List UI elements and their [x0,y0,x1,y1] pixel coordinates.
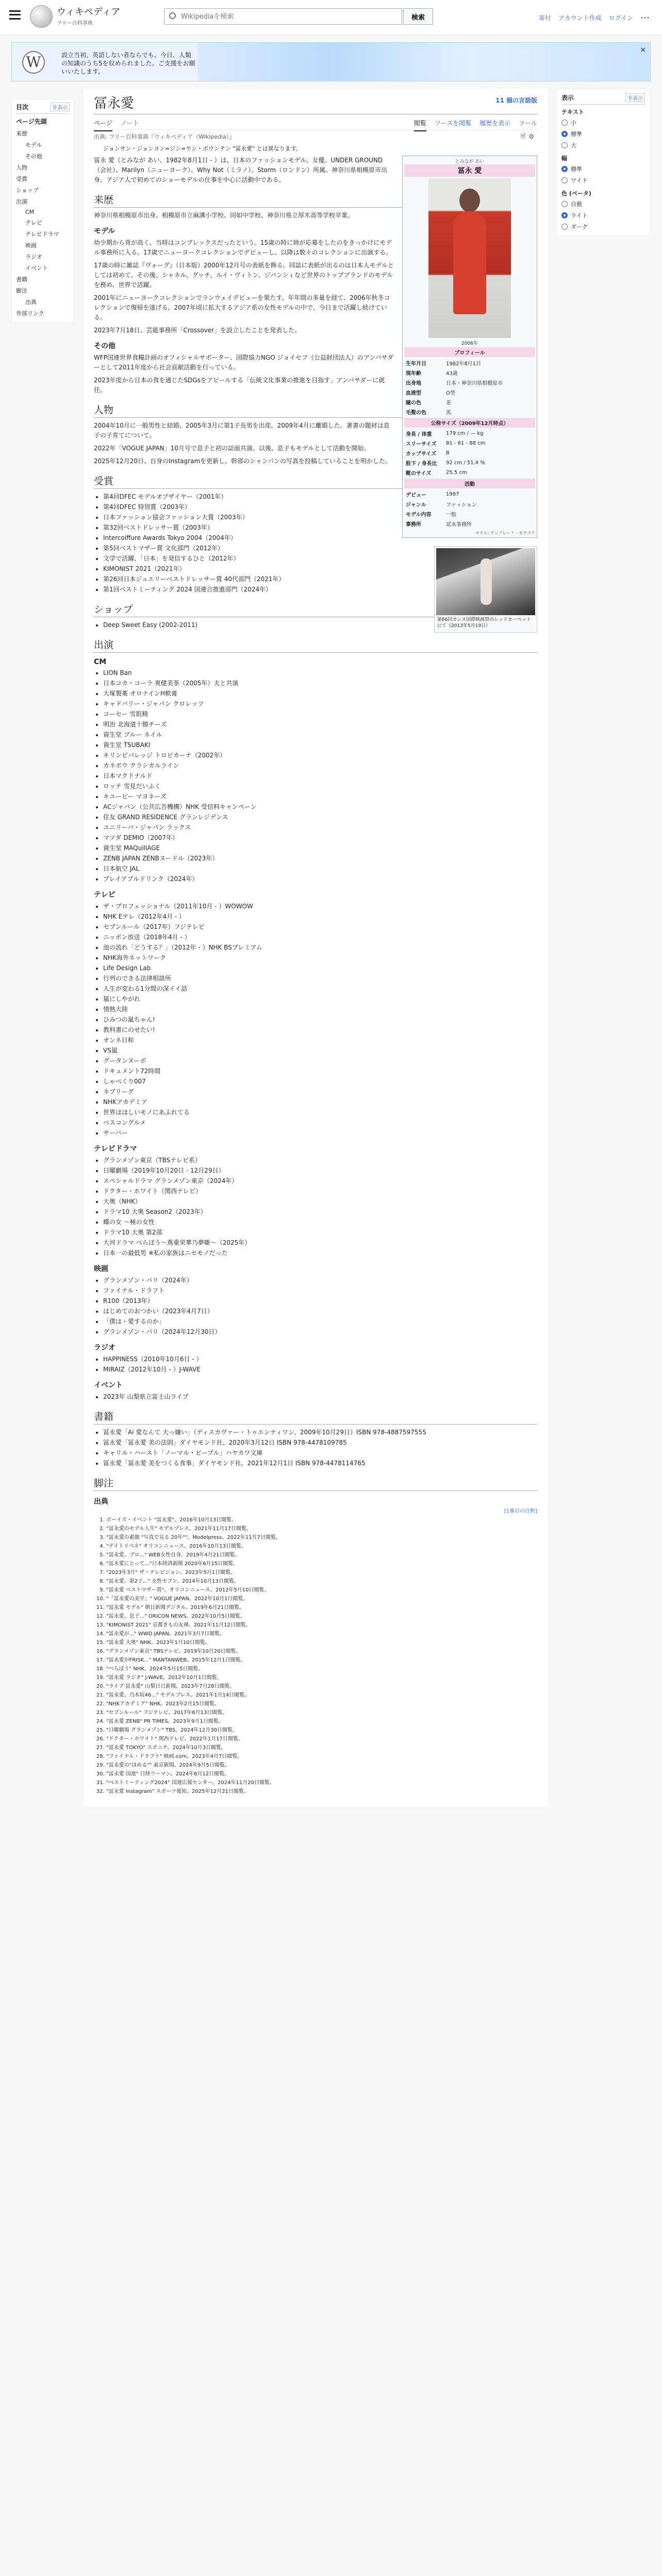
hamburger-menu-icon[interactable] [9,10,21,20]
drama-item[interactable]: • 日本一の最低男 ※私の家族はニセモノだった [103,1248,537,1258]
text-size-option[interactable] [561,117,645,128]
section-tv: テレビ [94,891,115,899]
color-label: 色 (ベータ) [561,190,591,197]
search-input[interactable] [164,8,402,25]
text-size-option[interactable] [561,128,645,140]
infobox-row-label: 股下 / 身長比 [406,461,437,467]
reference-item[interactable]: 4. "デイトリベネ" オリコンニュース。2016年10月13日閲覧。 [106,1543,537,1550]
infobox-profile-heading: プロフィール [404,347,535,357]
section-event: イベント [94,1381,123,1389]
model-paragraph-3: 2001年にニューヨークコレクションでランウェイデビューを果たす。年年間の多量を経て、2006年秋冬コレクションで復帰を遂げる。2007年頃に拡大するアジア系の女性モデルの中で、今日まで活躍し続けている。 [94,294,390,321]
toc-list [16,128,70,319]
infobox-row-label: 毛髪の色 [406,410,426,416]
toc-box [11,99,74,323]
film-item[interactable]: • R100（2013年） [103,1296,537,1306]
infobox-row-value: 1982年8月1日 [446,361,482,367]
donate-link[interactable]: 寄付 [538,14,551,22]
appearance-hide-button[interactable]: 非表示 [625,93,645,102]
cm-item[interactable]: • 日本コカ・コーラ 爽健美茶（2005年）夫と共演 [103,679,537,688]
toc-heading: 目次 非表示 [16,103,70,114]
reference-item[interactable]: 20. "ライブ 冨永愛" 山梨日日新聞。2023年7月28日閲覧。 [106,1683,537,1690]
reference-item[interactable]: 5. "冨永愛、プロ..." WEB女性自身。2019年4月21日閲覧。 [106,1551,537,1559]
toc-item[interactable]: 人物 [16,164,27,171]
infobox-row-value: 25.5 cm [446,470,467,476]
reference-item[interactable]: 21. "冨永愛、乃木坂46..." モデルプレス。2021年1月14日閲覧。 [106,1691,537,1699]
width-label: 幅 [561,155,567,162]
search-button[interactable]: 検索 [403,8,433,25]
tab-history[interactable]: 履歴を表示 [479,120,511,127]
infobox-row [404,489,535,499]
radio-item[interactable]: • MIRAIZ（2012年10月 - ）J-WAVE [103,1365,537,1375]
cm-item[interactable]: • 明治 北海道十勝チーズ [103,720,537,730]
section-cm: CM [94,658,107,666]
reference-item[interactable]: 1. ボーイズ・イベント "冨永愛"。2016年10月13日閲覧。 [106,1516,537,1524]
section-career: 来歴 [94,192,537,208]
toc-item[interactable]: 受賞 [16,176,27,182]
tv-item[interactable]: • ニッポン放送（2018年4月 - ） [103,933,537,942]
cm-item[interactable]: • キャドバリー・ジャパン クロレッツ [103,699,537,709]
drama-item[interactable]: • スペシャルドラマ グランメゾン東京（2024年） [103,1176,537,1186]
left-sidebar [11,99,74,323]
drama-item[interactable]: • 日曜劇場（2019年10月20日 - 12月29日） [103,1166,537,1176]
infobox-row-value: O型 [446,391,455,396]
tv-item[interactable]: • NHKアカデミア [103,1097,537,1107]
infobox-row [404,499,535,509]
cm-item[interactable]: • ユニリーバ・ジャパン ラックス [103,823,537,833]
page-tool-icons[interactable]: 🗎⚙ [520,133,537,140]
infobox-row [404,448,535,458]
toc-subitem[interactable]: モデル [25,142,42,148]
refs-toggle[interactable]: [1番目の注釈] [504,1509,537,1514]
other-paragraph-1: WFP国連世界食糧計画のオフィシャルサポーター、国際協力NGO ジョイセフ（公益財団法人）のアンバサダーとして2011年度から社会貢献活動を行っている。 [94,354,393,371]
text-size-label: テキスト [561,109,584,115]
book-item: • 冨永愛「冨永愛 美の法則」ダイヤモンド社、2020年3月12日 ISBN 978-4478109785 [103,1438,537,1448]
color-option[interactable] [561,198,645,210]
reference-item[interactable]: 17. "冨永愛がFRISK..." MANTANWEB。2015年12月1日閲覧。 [106,1656,537,1664]
infobox [402,156,537,538]
infobox-caption: 2006年 [461,341,478,346]
infobox-row [404,378,535,387]
reference-item[interactable]: 19. "冨永愛 ラジオ" J-WAVE。2012年10月1日閲覧。 [106,1674,537,1682]
tv-item[interactable]: • 教科書にのせたい! [103,1025,537,1035]
tv-item[interactable]: • ドキュメント72時間 [103,1066,537,1076]
toc-item[interactable]: ショップ [16,187,39,194]
infobox-activity-heading: 活動 [404,479,535,488]
tv-item[interactable]: • オンネ日和 [103,1036,537,1045]
tv-item[interactable]: • NHK Eテレ（2012年4月 - ） [103,912,537,922]
main-content [84,89,548,1807]
cm-item[interactable]: • ロッテ 雪見だいふく [103,782,537,791]
cm-item[interactable]: • キユーピー マヨネーズ [103,792,537,802]
text-size-option-label: 大 [571,142,576,149]
tv-list [103,902,537,1138]
infobox-row-label: 現年齢 [406,371,421,377]
infobox-row [404,397,535,407]
reference-item[interactable]: 26. "ドクター・ホワイト" 関西テレビ。2022年1月17日閲覧。 [106,1735,537,1743]
reference-item[interactable]: 15. "冨永愛 大奥" NHK。2023年1月10日閲覧。 [106,1639,537,1647]
search-box [164,8,425,25]
model-paragraph-1: 幼少期から背が高く、当時はコンプレックスだったという。15歳の時に姉が応募をしたのをきっかけにモデル事務所に入る。17歳でニューヨークコレクションでデビューし、以降は数々のコレクションに出演する。 [94,239,392,256]
infobox-row [404,509,535,519]
infobox-row-value: 日本・神奈川県相模原市 [446,381,503,386]
book-item: • 冨永愛「Ai 愛なんて 大っ嫌い」（ディスカヴァー・トゥエンティワン、2009年10月29日）ISBN 978-4887597555 [103,1428,537,1437]
cm-item[interactable]: • プレイアブルドリンク（2024年） [103,874,537,884]
tv-item[interactable]: • サーバー [103,1128,537,1138]
tab-view-source[interactable]: ソースを閲覧 [434,120,472,127]
login-link[interactable]: ログイン [608,14,633,22]
tv-item[interactable]: • 人生が変わる1分間の深イイ話 [103,984,537,994]
color-option-label: ライト [571,212,588,219]
wikipedia-w-icon: W [22,51,45,74]
film-item[interactable]: • はじめてのおつかい（2023年4月7日） [103,1307,537,1316]
infobox-row [404,358,535,368]
tv-item[interactable]: • 池の流れ「どうする？」（2012年 - ）NHK BSプレミアム [103,943,537,953]
drama-item[interactable]: • グランメゾン東京（TBSテレビ系） [103,1156,537,1165]
infobox-row [404,438,535,448]
cm-item[interactable]: • キリンビバレッジ トロピカーナ（2002年） [103,751,537,760]
search-icon [169,12,176,19]
film-item[interactable]: • グランメゾン・パリ（2024年12月30日） [103,1327,537,1337]
wikipedia-logo-icon[interactable] [30,5,53,28]
infobox-footer[interactable]: モデル: テンプレート - カテゴリ [475,531,535,535]
radio-item[interactable]: • HAPPINESS（2010年10月6日 - ） [103,1354,537,1364]
infobox-row [404,407,535,417]
tv-item[interactable]: • 行列のできる法律相談所 [103,974,537,984]
section-other: その他 [94,342,115,350]
tv-item[interactable]: • NHK海外ネットワーク [103,953,537,963]
infobox-row-value: 179 cm / — kg [446,431,484,436]
reference-item[interactable]: 13. "KIMONIST 2021" 京都きもの友禅。2021年11月12日閲覧。 [106,1621,537,1629]
infobox-row-label: カップサイズ [406,451,437,457]
toc-subitem[interactable]: 映画 [25,242,37,249]
radio-list [103,1354,537,1375]
cm-list [103,668,537,884]
tv-item[interactable]: • ひみつの嵐ちゃん! [103,1015,537,1025]
infobox-row-value: 92 cm / 51.4 % [446,460,485,466]
infobox-row-value: 1997 [446,492,459,497]
other-paragraph-2: 2023年度から日本の食を通じたSDGsをアピールする「伝統文化事業の推進を目指す」アンバサダーに就任。 [94,377,385,394]
infobox-row [404,429,535,438]
reference-item[interactable]: 10. "「冨永愛の美学」" VOGUE JAPAN。2022年10月1日閲覧。 [106,1595,537,1603]
cm-item[interactable]: • 資生堂 ブルー ネイル [103,730,537,740]
infobox-row-label: 事務所 [406,522,421,528]
reference-item[interactable]: 28. "ファイナル・ドラフト" 映画.com。2023年4月7日閲覧。 [106,1753,537,1760]
radio-button-icon[interactable] [561,120,568,126]
infobox-row-label: スリーサイズ [406,442,437,447]
reference-item[interactable]: 24. "冨永愛 ZENB" PR TIMES。2023年9月1日閲覧。 [106,1718,537,1725]
infobox-row-value: B [446,450,450,456]
color-option[interactable] [561,221,645,232]
infobox-row-label: モデル内容 [406,512,432,518]
infobox-measure-heading: 公称サイズ（2009年12月時点） [404,418,535,428]
infobox-row-value: 冨永事務所 [446,522,472,528]
award-item: • KIMONIST 2021（2021年） [103,564,537,574]
drama-item[interactable]: • ドラマ10 大奥 第2部 [103,1228,537,1238]
reference-item[interactable]: 3. "冨永愛の素顔 "写真で見る 20年""。Modelpress。2022年11月7日閲覧。 [106,1534,537,1541]
cm-item[interactable]: • 資生堂 MAQuillAGE [103,843,537,853]
user-links [539,12,650,23]
infobox-row [404,468,535,478]
drama-item[interactable]: • 蝶の女 ～極の女性 [103,1217,537,1227]
toc-item[interactable]: 出演 [16,198,27,205]
color-option[interactable] [561,210,645,221]
width-option[interactable] [561,163,645,175]
cm-item[interactable]: • 日本航空 JAL [103,864,537,874]
film-item[interactable]: • 「僕は・愛するのか」 [103,1317,537,1327]
section-sources: 出典 [94,1498,108,1506]
book-item: • キャリル・ハースト「ノーマル・ピープル」ハヤカワ文庫 [103,1448,537,1458]
infobox-ruby: とみなが あい [455,159,485,164]
event-list [103,1392,537,1402]
tv-item[interactable]: • VS嵐 [103,1046,537,1056]
title-row [94,89,537,114]
radio-button-icon[interactable] [561,212,568,218]
text-size-options [561,117,645,151]
toc-subitem[interactable]: テレビドラマ [25,231,59,238]
infobox-name: 冨永 愛 [404,164,535,177]
tv-item[interactable]: • Life Design Lab [103,963,537,973]
reference-item[interactable]: 9. "冨永愛 ベストマザー賞"。オリコンニュース。2012年5月10日閲覧。 [106,1586,537,1594]
reference-item[interactable]: 29. "冨永愛の"ほめる"" 東京新聞。2024年9月5日閲覧。 [106,1761,537,1769]
cm-item[interactable]: • マツダ DEMIO（2007年） [103,833,537,843]
tagline: フリー百科事典 [57,21,93,26]
infobox-row-value: ファッション [446,502,477,508]
cm-item[interactable]: • ACジャパン（公共広告機構）NHK 受信料キャンペーン [103,802,537,812]
tv-item[interactable]: • セブンルール（2017年）フジテレビ [103,922,537,932]
section-shop: ショップ [94,602,537,617]
close-icon[interactable]: × [640,46,646,54]
color-options [561,198,645,232]
drama-item[interactable]: • ドクター・ホワイト（関西テレビ） [103,1187,537,1196]
tv-item[interactable]: • ネプリーグ [103,1087,537,1097]
section-model: モデル [94,227,115,235]
appearance-box [556,89,651,236]
shop-item: • Deep Sweet Easy (2002-2011) [103,620,537,630]
infobox-row-label: デビュー [406,493,426,498]
more-options-icon[interactable]: ⋯ [640,12,650,23]
film-item[interactable]: • グランメゾン・パリ（2024年） [103,1276,537,1285]
references-list [106,1516,537,1795]
hatnote: ジョンサン・ジョンヨン=ジン=ヤン・ボウンテン "冨永愛" とは異なります。 [103,145,302,152]
reference-item[interactable]: 2. "冨永愛のモデル人生" モデルプレス。2021年11月17日閲覧。 [106,1525,537,1533]
wordmark[interactable]: ウィキペディア [57,7,121,18]
award-item: • 第4回DFEC モデルオブザイヤー（2001年） [103,492,537,502]
color-option-label: 自動 [571,201,582,208]
award-item: • Intercoiffure Awards Tokyo 2004（2004年） [103,533,537,543]
infobox-row-label: 生年月日 [406,361,426,367]
color-option-label: ダーク [571,224,588,230]
drama-item[interactable]: • 大河ドラマ べらぼう～蔦重栄華乃夢噺～（2025年） [103,1238,537,1248]
page-title: 冨永愛 [94,96,135,111]
award-item: • 文学で活躍、「日本」を発信するひと（2012年） [103,554,537,564]
reference-item[interactable]: 11. "冨永愛 モデル" 朝日新聞デジタル。2019年6月21日閲覧。 [106,1604,537,1612]
language-button[interactable]: 11 個の言語版 [495,97,537,104]
thumbnail-image[interactable] [436,548,535,615]
reference-item[interactable]: 31. "ベストミーティング2024" 国連広報センター。2024年11月20日閲覧。 [106,1779,537,1787]
tv-item[interactable]: • 嵐にしやがれ [103,994,537,1004]
toc-subitem[interactable]: その他 [25,153,42,160]
infobox-photo[interactable] [428,178,511,338]
width-option[interactable] [561,175,645,186]
cm-item[interactable]: • コーセー 雪肌精 [103,709,537,719]
infobox-row-value: 茶 [446,400,451,406]
toc-item[interactable]: 脚注 [16,287,27,294]
reference-item[interactable]: 6. "冨永愛にとって..."日本経済新聞 2020年6月15日閲覧。 [106,1560,537,1568]
film-list [103,1276,537,1337]
toc-item[interactable]: 来歴 [16,130,27,137]
toc-subitem[interactable]: ラジオ [25,253,42,260]
infobox-activity-table [404,489,535,529]
award-item: • 第32回ベストドレッサー賞（2003年） [103,523,537,533]
infobox-row-label: 靴のサイズ [406,471,432,477]
site-header [0,0,662,35]
infobox-row [404,387,535,397]
section-appearances: 出演 [94,637,537,653]
infobox-row-label: 血液型 [406,391,421,396]
infobox-row-label: 出身地 [406,381,421,386]
radio-button-icon[interactable] [561,224,568,230]
cm-item[interactable]: • LION Ban [103,668,537,678]
award-item: • 第5回ベストマザー賞 文化部門（2012年） [103,544,537,553]
tv-item[interactable]: • ザ・プロフェッショナル（2011年10月 - ）WOWOW [103,902,537,911]
model-paragraph-2: 17歳の時に雑誌『ヴォーグ』（日本版）2000年12月号の表紙を飾る。同誌に表紙が出るのは日本人モデルとしては初めて。その後、シャネル、グッチ、ルイ・ヴィトン、ジバンシィなど世界のトップブランドのモデルを務め、世界で活躍。 [94,262,394,289]
event-item[interactable]: • 2023年 山梨県立富士山ライブ [103,1392,537,1402]
cm-item[interactable]: • 資生堂 TSUBAKI [103,740,537,750]
reference-item[interactable]: 16. "グランメゾン東京" TBSテレビ。2019年10月20日閲覧。 [106,1648,537,1655]
thumbnail-caption: 第66回カンヌ国際映画祭のレッドカーペットにて（2013年5月19日） [437,617,531,629]
toc-item[interactable]: 書籍 [16,276,27,283]
create-account-link[interactable]: アカウント作成 [558,14,602,22]
width-option-label: ワイド [571,177,588,184]
reference-item[interactable]: 8. "冨永愛、第2子..." 女性セブン。2014年10月13日閲覧。 [106,1578,537,1585]
reference-item[interactable]: 18. "べらぼう" NHK。2024年5月15日閲覧。 [106,1665,537,1673]
drama-item[interactable]: • ドラマ10 大奥 Season2（2023年） [103,1207,537,1217]
infobox-row-value: 43歳 [446,371,458,377]
radio-button-icon[interactable] [561,201,568,207]
reference-item[interactable]: 25. "日曜劇場 グランメゾン" TBS。2024年12月30日閲覧。 [106,1726,537,1734]
drama-list [103,1156,537,1258]
subtitle-row [94,130,537,142]
cm-item[interactable]: • 住友 GRAND RESIDENCE グランレジデンス [103,812,537,822]
infobox-row-value: 一般 [446,512,456,518]
banner-message: 設立当初、英語しない者ならでも、今日、人類の知識のうち5を収められました。ご支援をお願いいたします。 [61,52,195,75]
cm-item[interactable]: • 大塚製薬 オロナインH軟膏 [103,689,537,699]
tv-item[interactable]: • ベスコングルメ [103,1118,537,1128]
intro-paragraph: 冨永 愛（とみなが あい、1982年8月1日 - ）は、日本のファッションモデル、女優。UNDER GROUND（会社）、Marilyn（ニューヨーク）、Why Not（ミラノ）、Storm（ロンドン）所属。神奈川県相模原市出身。アジア人で初めてのショーモデルの仕事を中心に活動中である。 [94,157,388,183]
person-paragraph-3: 2025年12月20日、自身のInstagramを更新し、幹部のシャンパンの写真を投稿していることを明かした。 [94,457,392,465]
person-paragraph-2: 2022年「VOGUE JAPAN」10月号で息子と初の誌面共演。以後、息子もモデルとして活動を開始。 [94,445,370,452]
section-drama: テレビドラマ [94,1145,137,1153]
infobox-row [404,458,535,468]
model-paragraph-4: 2023年7月18日、芸能事務所「Crossover」を設立したことを発表した。 [94,327,301,334]
appearance-heading: 表示 非表示 [561,93,645,105]
drama-item[interactable]: • 大奥（NHK） [103,1197,537,1207]
tab-read[interactable]: 閲覧 [414,118,426,131]
reference-item[interactable]: 12. "冨永愛、息子..." ORICON NEWS。2022年10月5日閲覧。 [106,1613,537,1620]
tv-item[interactable]: • 情熱大陸 [103,1005,537,1014]
tv-item[interactable]: • グータンヌーボ [103,1056,537,1066]
books-list [103,1428,537,1468]
section-books: 書籍 [94,1409,537,1425]
film-item[interactable]: • ファイナル・ドラフト [103,1286,537,1296]
cm-item[interactable]: • カネボウ クラシカルライン [103,761,537,771]
section-awards: 受賞 [94,473,537,489]
infobox-row-value: 81 - 61 - 88 cm [446,440,486,446]
toc-subitem[interactable]: 出典 [25,299,37,306]
section-person: 人物 [94,402,537,418]
reference-item[interactable]: 23. "セブンルール" フジテレビ。2017年6月13日閲覧。 [106,1709,537,1717]
infobox-row-label: 身長 / 体重 [406,432,432,437]
reference-item[interactable]: 30. "冨永愛 国連" 日経ウーマン。2024年6月12日閲覧。 [106,1770,537,1778]
tab-tools[interactable]: ツール [519,120,537,127]
career-intro: 神奈川県相模原市出身。相模原市立麻溝小学校、同如中学校、神奈川県立厚木高等学校卒業。 [94,212,354,219]
toc-subitem[interactable]: テレビ [25,219,42,226]
tab-talk[interactable]: ノート [120,120,139,127]
reference-item[interactable]: 22. "NHKアカデミア" NHK。2023年2月15日閲覧。 [106,1700,537,1708]
radio-button-icon[interactable] [561,166,568,172]
reference-item[interactable]: 32. "冨永愛 Instagram" スポーツ報知。2025年12月21日閲覧。 [106,1788,537,1795]
award-item: • 日本ファッション協会ファッション大賞（2003年） [103,513,537,522]
width-option-label: 標準 [571,166,582,173]
toc-item[interactable]: 外部リンク [16,310,44,317]
person-paragraph-1: 2004年10月に一般男性と結婚、2005年3月に第1子長男を出産。2009年4月に離婚した。著書の題材は息子の子育てについて。 [94,422,390,439]
width-options [561,163,645,186]
reference-item[interactable]: 14. "冨永愛が..." WWD JAPAN。2021年3月7日閲覧。 [106,1630,537,1638]
radio-button-icon[interactable] [561,142,568,148]
radio-button-icon[interactable] [561,177,568,183]
tv-item[interactable]: • しゃべくり007 [103,1077,537,1087]
reference-item[interactable]: 27. "冨永愛 TOKYO" スポニチ。2024年10月3日閲覧。 [106,1744,537,1752]
toc-subitem[interactable]: イベント [25,265,48,272]
banner-image [197,43,650,81]
infobox-measure-table [404,429,535,478]
text-size-option-label: 小 [571,120,576,126]
award-item: • 第26回日本ジュエリーベストドレッサー賞 40代部門（2021年） [103,574,537,584]
thumbnail-figure [434,546,537,633]
cm-item[interactable]: • ZENB JAPAN ZENBヌードル（2023年） [103,854,537,863]
infobox-row-label: 瞳の色 [406,400,421,406]
cm-item[interactable]: • 日本マクドナルド [103,771,537,781]
reference-item[interactable]: 7. "2023年3月" ザ・テレビジョン。2023年5月1日閲覧。 [106,1569,537,1577]
infobox-profile-table [404,358,535,417]
text-size-option[interactable] [561,140,645,151]
tab-page[interactable]: ページ [94,118,112,131]
donation-banner [11,42,651,81]
book-item: • 冨永愛「冨永愛 美をつくる食事」ダイヤモンド社、2021年12月1日 ISBN 978-4478114765 [103,1459,537,1468]
toc-top-link[interactable]: ページ先頭 [16,118,47,125]
right-sidebar [556,89,651,236]
infobox-row [404,368,535,378]
award-item: • 第1回ベストミーティング 2024 国連合推進部門（2024年） [103,585,537,595]
section-radio: ラジオ [94,1344,115,1352]
page-tabs [94,114,537,130]
toc-hide-button[interactable]: 非表示 [50,103,70,111]
tv-item[interactable]: • 世界はほしいモノにあふれてる [103,1108,537,1117]
infobox-row-value: 黒 [446,410,451,416]
text-size-option-label: 標準 [571,131,582,138]
section-film: 映画 [94,1265,108,1273]
infobox-row-label: ジャンル [406,502,426,508]
award-item: • 第4回DFEC 特別賞（2003年） [103,502,537,512]
toc-subitem[interactable]: CM [25,209,35,215]
radio-button-icon[interactable] [561,131,568,137]
section-notes: 脚注 [94,1476,537,1491]
from-wikipedia: 出典: フリー百科事典『ウィキペディア（Wikipedia）』 [94,133,235,140]
infobox-row [404,519,535,529]
